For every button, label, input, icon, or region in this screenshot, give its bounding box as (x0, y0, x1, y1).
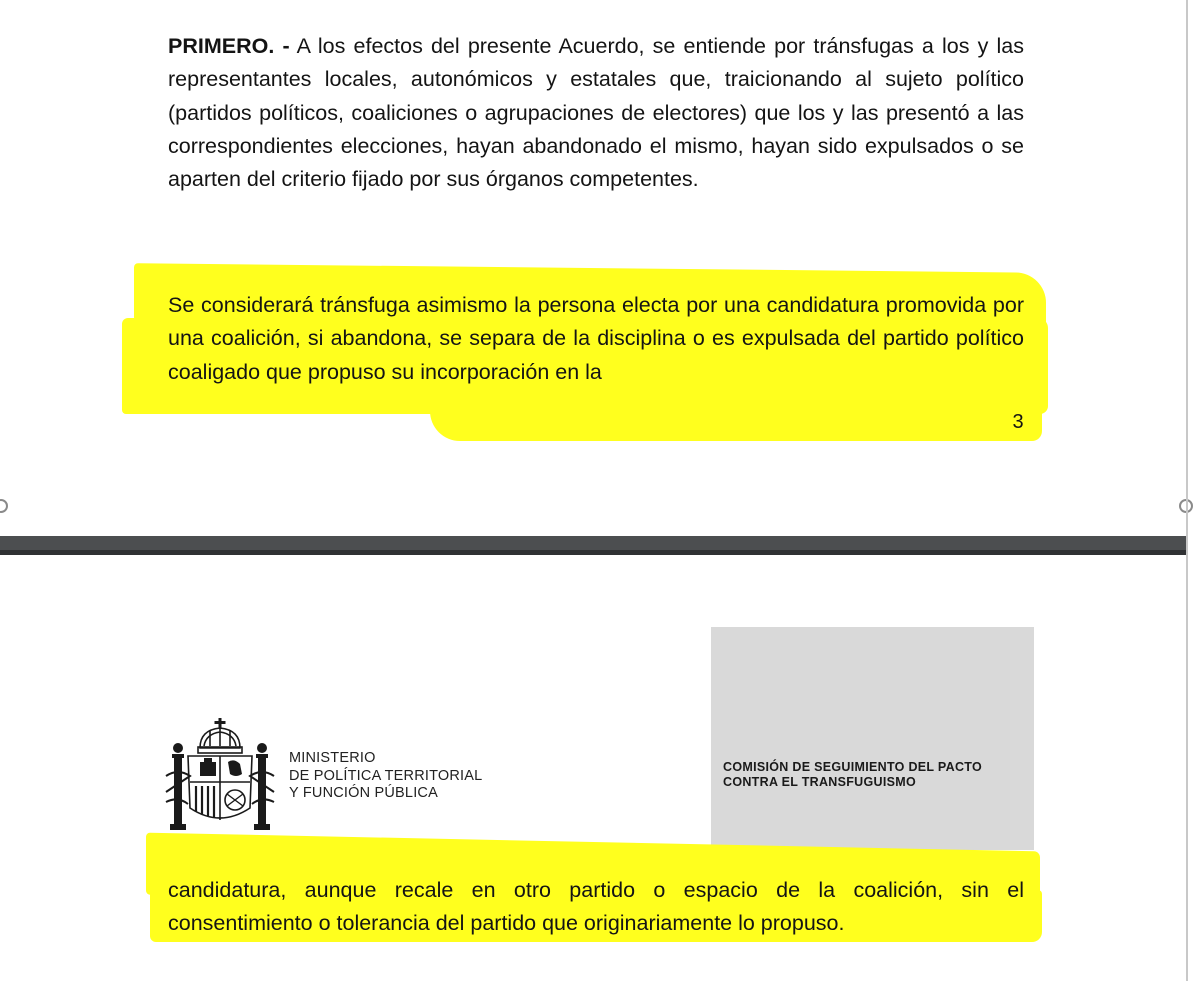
commission-name (723, 760, 982, 790)
page-number: 3 (1012, 411, 1024, 433)
paragraph-label: PRIMERO. - (168, 34, 290, 58)
ministry-line-2: DE POLÍTICA TERRITORIAL (289, 767, 483, 784)
ministry-line-1: MINISTERIO (289, 750, 376, 766)
header-gray-box (711, 627, 1034, 850)
viewer-edge (1186, 0, 1188, 981)
commission-line-2: CONTRA EL TRANSFUGUISMO (723, 775, 917, 789)
ministry-name (289, 750, 482, 803)
paragraph-highlighted-bottom: candidatura, aunque recale en otro partido o espacio de la coalición, sin el consentimiento o tolerancia del partido que originariamente lo propuso. (168, 878, 1024, 936)
coat-of-arms-icon (162, 716, 278, 834)
ministry-line-3: Y FUNCIÓN PÚBLICA (289, 785, 438, 801)
paragraph-primero-text: A los efectos del presente Acuerdo, se entiende por tránsfugas a los y las representantes locales, autonómicos y estatales que, traicionando al sujeto político (partidos políticos, coaliciones o agrupaciones de electores) que los y las presentó a las correspondientes elecciones, hayan abandonado el mismo, hayan sido expulsados o se aparten del criterio fijado por sus órganos competentes. (168, 34, 1024, 192)
resize-handle-left[interactable] (0, 499, 8, 513)
paragraph-highlighted-top: Se considerará tránsfuga asimismo la persona electa por una candidatura promovida por una coalición, si abandona, se separa de la disciplina o es expulsada del partido político coaligado que propuso su incorporación en la (168, 293, 1024, 384)
page-separator-shadow (0, 550, 1186, 555)
paragraph-primero (168, 30, 1024, 196)
highlight-stroke-bottom (430, 395, 1042, 441)
commission-line-1: COMISIÓN DE SEGUIMIENTO DEL PACTO (723, 760, 983, 774)
